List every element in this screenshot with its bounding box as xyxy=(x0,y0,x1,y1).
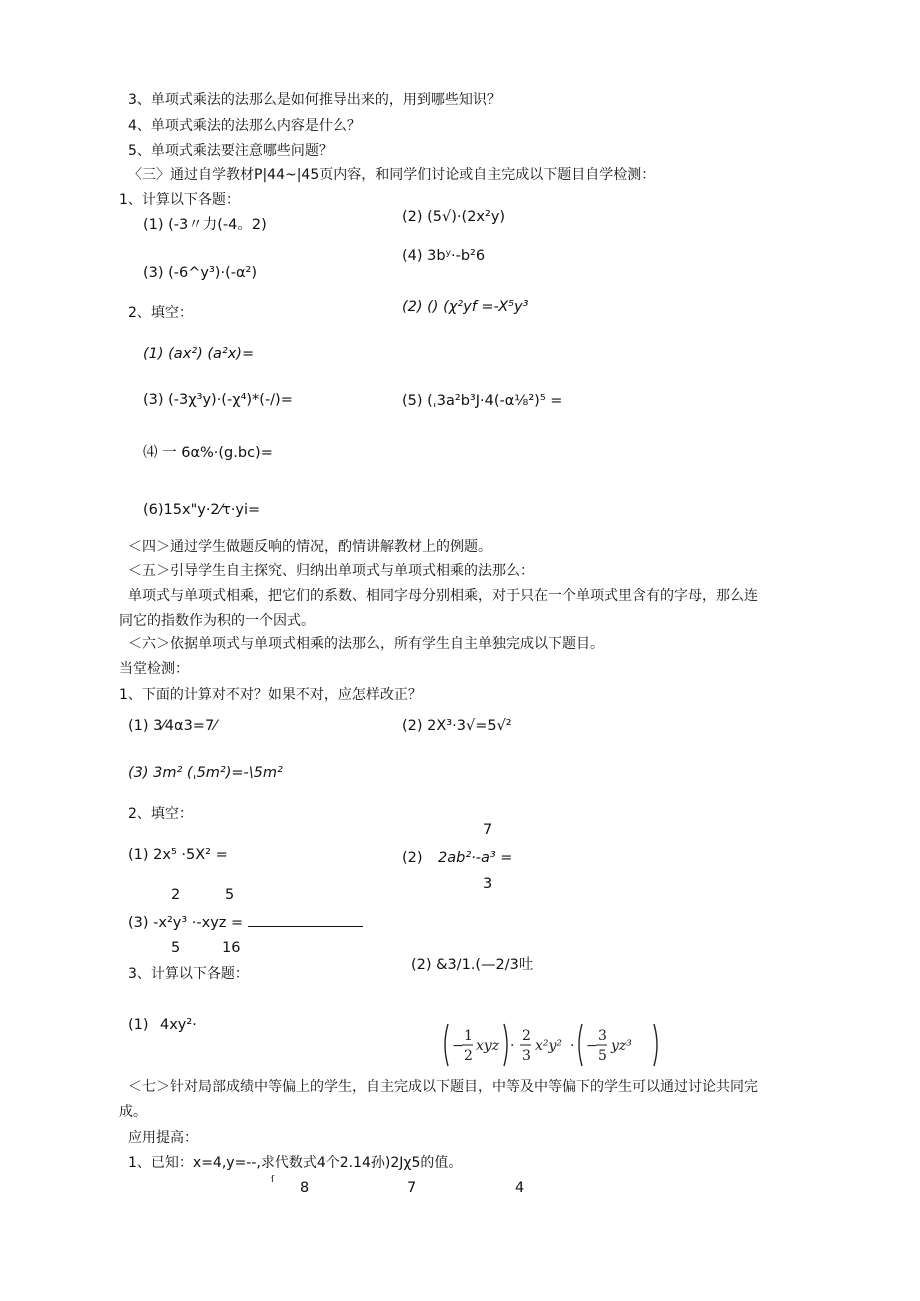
check-q1-item-2: (2) 2X³·3√=5√² xyxy=(402,718,512,734)
f1-numerator: 1 xyxy=(464,1028,473,1044)
apply-q1: 1、已知：x=4,y=-‐,求代数式4个2.14孙)2Jχ5的值。 xyxy=(128,1155,463,1171)
q2-denominator-3: 3 xyxy=(483,876,493,892)
f3-denominator: 5 xyxy=(598,1048,607,1064)
check-q3-item-1-expr: 4xy²· xyxy=(160,1017,197,1033)
check-q1-item-1: (1) 3⁄4α3=7⁄ xyxy=(128,718,217,734)
q2-item-3-expr: (3) -x²y³ ·-xyz = xyxy=(128,915,244,931)
f1-vars: xyz xyxy=(476,1038,500,1054)
f2-numerator: 2 xyxy=(522,1028,531,1044)
calc-item-2: (2) (5√)·(2x²y) xyxy=(402,209,506,225)
fill-item-2: (2) () (χ²yf =-X⁵y³ xyxy=(402,299,529,315)
fill-item-3: (3) (-3χ³y)·(-χ⁴)*(-/)= xyxy=(143,392,293,408)
check-q3-item-1-label: (1) xyxy=(128,1017,149,1033)
fill-item-5: (5) (ˌ3a²b³J·4(-α⅛²)⁵ = xyxy=(402,393,563,409)
apply-num-7: 7 xyxy=(407,1180,417,1196)
q2-denominator-5: 5 xyxy=(171,940,181,956)
section4-text: ＜四＞通过学生做题反响的情况，酌情讲解教材上的例题。 xyxy=(128,539,492,555)
product-formula xyxy=(440,1020,670,1070)
dot-1: · xyxy=(510,1038,515,1054)
calc-item-1: (1) (-3〃力(-4。2) xyxy=(143,217,267,233)
check-q2-item-2-label: (2) xyxy=(402,850,423,866)
question-4: 4、单项式乘法的法那么内容是什么？ xyxy=(128,118,361,134)
check-q1-title: 1、下面的计算对不对？如果不对，应怎样改正？ xyxy=(119,687,422,703)
calc-title: 1、计算以下各题： xyxy=(119,192,240,208)
fill-item-4: ⑷ 一 6α%·(g.bc)= xyxy=(143,445,273,461)
q2-numerator-5: 5 xyxy=(225,887,235,903)
section7-line-2: 成。 xyxy=(119,1104,147,1120)
section5-heading: ＜五＞引导学生自主探究、归纳出单项式与单项式相乘的法那么： xyxy=(128,563,534,579)
apply-title: 应用提高： xyxy=(128,1130,198,1146)
check-q2-item-3 xyxy=(128,912,363,933)
calc-item-3: (3) (-6^y³)·(-α²) xyxy=(143,265,257,281)
fill-title: 2、填空： xyxy=(128,305,193,321)
section3-heading: 〈三〉通过自学教材P|44~|45页内容，和同学们讨论或自主完成以下题目自学检测： xyxy=(128,167,656,183)
f1-minus: − xyxy=(452,1038,464,1054)
f1-denominator: 2 xyxy=(464,1048,473,1064)
rule-line-2: 同它的指数作为积的一个因式。 xyxy=(119,613,315,629)
check-q3-title: 3、计算以下各题： xyxy=(128,966,249,982)
f3-vars: yz³ xyxy=(611,1038,632,1054)
check-q3-item-2: (2) &3/1.(—2/3吐 xyxy=(411,957,534,973)
f2-denominator: 3 xyxy=(522,1048,531,1064)
check-q2-item-2-expr: 2ab²·-a³ = xyxy=(438,850,513,866)
check-q1-item-3: (3) 3m² (ˌ5m²)=-\5m² xyxy=(128,765,283,781)
check-q2-item-1: (1) 2x⁵ ·5X² = xyxy=(128,847,228,863)
apply-num-4: 4 xyxy=(515,1180,525,1196)
section7-line-1: ＜七＞针对局部成绩中等偏上的学生，自主完成以下题目，中等及中等偏下的学生可以通过讨论共同完 xyxy=(128,1079,758,1095)
q2-numerator-2: 2 xyxy=(171,887,181,903)
q2-numerator-7: 7 xyxy=(483,822,493,838)
q2-denominator-16: 16 xyxy=(222,940,241,956)
check-title: 当堂检测： xyxy=(119,661,189,677)
fill-item-1: (1) (ax²) (a²x)= xyxy=(143,346,255,362)
f2-vars: x²y² xyxy=(535,1038,563,1054)
section6-heading: ＜六＞依据单项式与单项式相乘的法那么，所有学生自主单独完成以下题目。 xyxy=(128,636,604,652)
apply-q1-sub: ſ xyxy=(271,1175,275,1185)
question-5: 5、单项式乘法要注意哪些问题？ xyxy=(128,143,333,159)
fill-item-6: (6)15x"y·2⁄τ·yi= xyxy=(143,502,261,518)
check-q2-title: 2、填空： xyxy=(128,806,193,822)
f3-numerator: 3 xyxy=(598,1028,607,1044)
calc-item-4: (4) 3bʸ·-b²6 xyxy=(402,248,486,264)
answer-blank xyxy=(248,912,363,927)
rule-line-1: 单项式与单项式相乘，把它们的系数、相同字母分别相乘，对于只在一个单项式里含有的字母，那么连 xyxy=(128,588,758,604)
dot-2: · xyxy=(570,1038,575,1054)
apply-num-8: 8 xyxy=(300,1180,310,1196)
f3-minus: − xyxy=(586,1038,598,1054)
question-3: 3、单项式乘法的法那么是如何推导出来的，用到哪些知识？ xyxy=(128,92,501,108)
